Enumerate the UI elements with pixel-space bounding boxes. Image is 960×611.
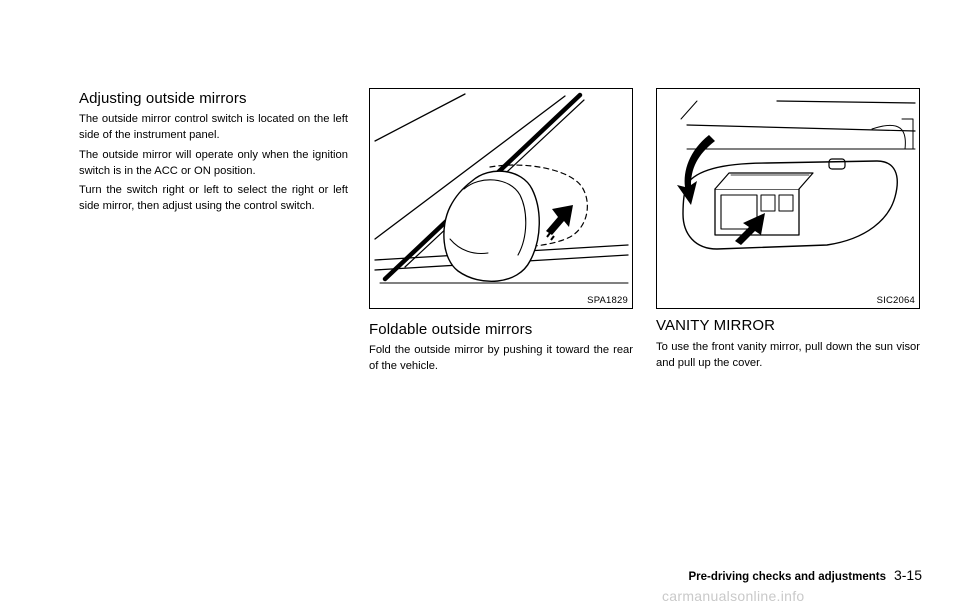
figure-vanity-mirror [656,88,920,309]
page-footer [688,567,922,585]
watermark: carmanualsonline.info [662,588,805,604]
outside-mirror-illustration [370,89,633,309]
paragraph-vanity-mirror-use: To use the front vanity mirror, pull down the sun visor and pull up the cover. [656,341,920,369]
footer-section-title: Pre-driving checks and adjustments [688,571,886,583]
vanity-mirror-illustration [657,89,920,309]
heading-foldable-outside-mirrors: Foldable outside mirrors [369,321,533,338]
figure-outside-mirror [369,88,633,309]
figure-code: SIC2064 [876,295,915,306]
figure-code: SPA1829 [587,295,628,306]
footer-page-number: 3-15 [893,567,922,583]
paragraph-fold-mirror: Fold the outside mirror by pushing it toward the rear of the vehicle. [369,344,633,372]
fold-arrow-icon [546,205,573,240]
paragraph-select-mirror: Turn the switch right or left to select the right or left side mirror, then adjust using the control switch. [79,184,348,212]
heading-vanity-mirror: VANITY MIRROR [656,317,776,334]
heading-adjusting-outside-mirrors: Adjusting outside mirrors [79,90,247,107]
paragraph-control-switch-location: The outside mirror control switch is located on the left side of the instrument panel. [79,113,348,141]
paragraph-ignition-condition: The outside mirror will operate only when the ignition switch is in the ACC or ON position. [79,149,348,177]
